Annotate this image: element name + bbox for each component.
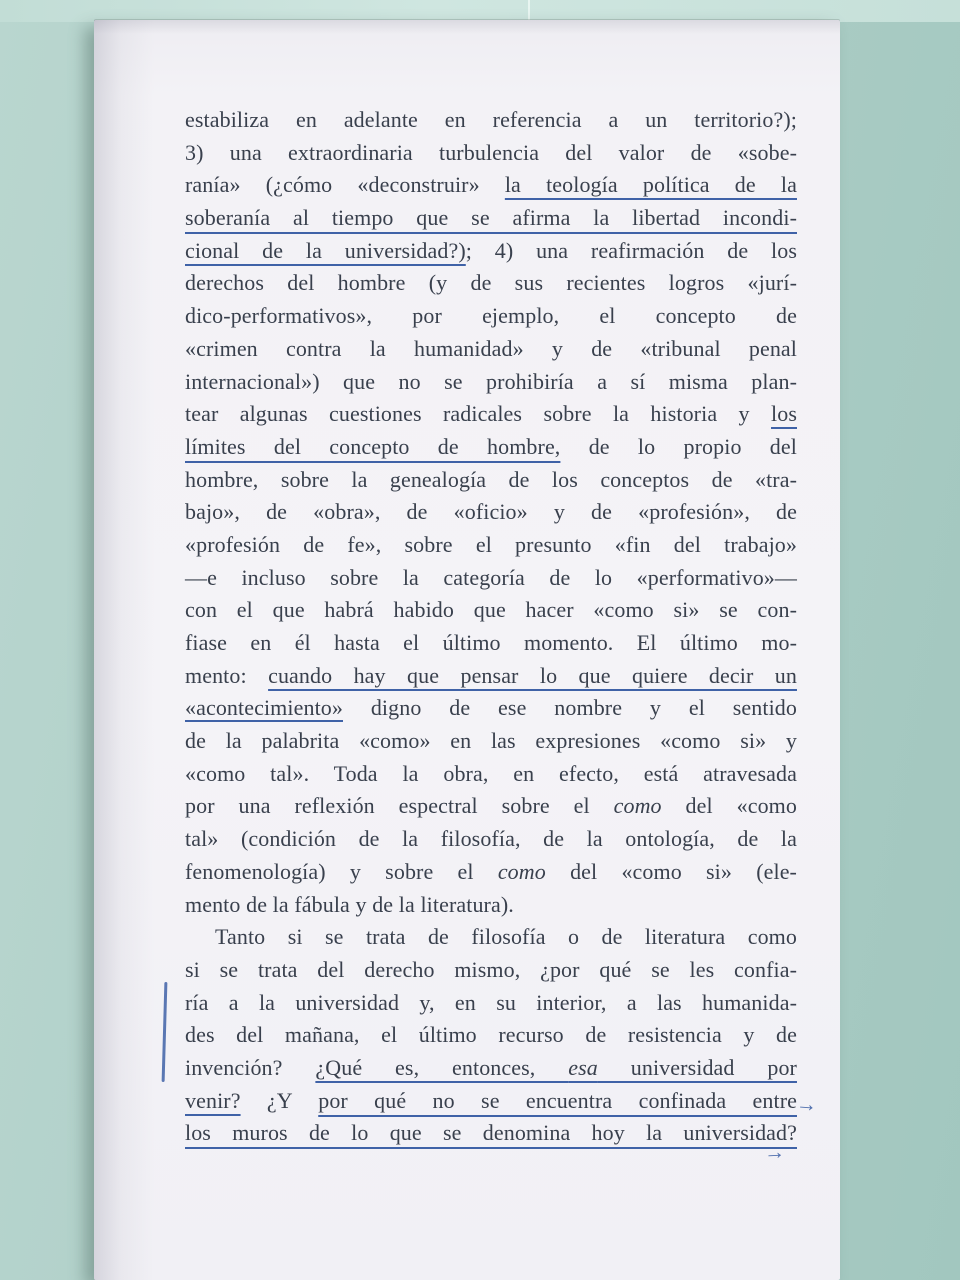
pen-underlined-text: «acontecimiento» <box>185 695 343 721</box>
pen-underlined-text: límites del concepto de hombre, <box>185 433 561 459</box>
text-line <box>185 169 797 202</box>
text-line <box>185 496 797 529</box>
text-line <box>185 235 797 268</box>
pen-underlined-text: la teología política de la <box>504 172 797 198</box>
pen-underlined-text: esa <box>568 1054 598 1080</box>
text-line <box>185 267 797 300</box>
text-segment: ¿Y <box>240 1087 319 1113</box>
text-line <box>185 692 797 725</box>
text-segment: invención? <box>185 1054 316 1080</box>
text-line <box>185 823 797 856</box>
text-segment: ; 4) una reafirmación de los <box>465 237 797 263</box>
text-segment: ranía» (¿cómo «deconstruir» <box>185 172 505 198</box>
text-segment: tal» (condición de la filosofía, de la ontología, de la <box>185 826 797 852</box>
text-segment: dico-performativos», por ejemplo, el concepto de <box>185 303 797 329</box>
book-page <box>94 20 840 1280</box>
pen-underlined-text: cional de la universidad?) <box>185 237 466 263</box>
text-segment: del «como <box>661 793 797 819</box>
pen-underlined-text: universidad por <box>597 1054 797 1080</box>
text-line <box>185 627 797 660</box>
text-line <box>185 790 797 823</box>
text-segment: fenomenología) y sobre el <box>185 858 498 884</box>
text-segment: hombre, sobre la genealogía de los conceptos de «tra- <box>185 466 797 492</box>
text-segment: tear algunas cuestiones radicales sobre la historia y <box>185 401 772 427</box>
text-line <box>185 333 797 366</box>
page-top-shading <box>94 20 840 34</box>
text-line <box>185 562 797 595</box>
text-segment: mento de la fábula y de la literatura). <box>185 891 514 917</box>
text-segment: como <box>613 793 662 819</box>
text-line <box>185 300 797 333</box>
text-segment: ría a la universidad y, en su interior, a las humanida- <box>185 989 797 1015</box>
text-segment: como <box>497 858 546 884</box>
text-segment: con el que habrá habido que hacer «como si» se con- <box>185 597 797 623</box>
pen-arrow-icon: → <box>795 1091 818 1118</box>
text-segment: de la palabrita «como» en las expresiones «como si» y <box>185 728 797 754</box>
text-line <box>185 889 797 922</box>
text-segment: digno de ese nombre y el sentido <box>343 695 797 721</box>
text-line <box>185 954 797 987</box>
text-line <box>185 464 797 497</box>
text-segment: Tanto si se trata de filosofía o de literatura como <box>215 924 797 950</box>
page-left-shading <box>94 20 154 1280</box>
text-segment: «crimen contra la humanidad» y de «tribunal penal <box>185 335 797 361</box>
text-segment: de lo propio del <box>560 433 797 459</box>
text-segment: mento: <box>185 662 269 688</box>
pen-underlined-text: por qué no se encuentra confinada entre <box>318 1087 797 1113</box>
text-segment: 3) una extraordinaria turbulencia del valor de «sobe- <box>185 139 797 165</box>
text-line <box>185 1019 797 1052</box>
text-line <box>185 725 797 758</box>
text-line <box>185 529 797 562</box>
text-line <box>185 921 797 954</box>
text-line <box>185 856 797 889</box>
pen-underlined-text: ¿Qué es, entonces, <box>315 1054 569 1080</box>
background-seam-line <box>528 0 530 21</box>
pen-arrow-icon: → <box>763 1139 786 1165</box>
text-segment: des del mañana, el último recurso de resistencia y de <box>185 1022 797 1048</box>
text-line <box>185 398 797 431</box>
pen-underlined-text: venir? <box>185 1087 241 1113</box>
text-line <box>185 660 797 693</box>
pen-underlined-text: cuando hay que pensar lo que quiere decir un <box>268 662 797 688</box>
pen-underlined-text: los <box>771 401 797 427</box>
text-line <box>185 431 797 464</box>
text-segment: derechos del hombre (y de sus recientes logros «jurí- <box>185 270 797 296</box>
text-segment: «profesión de fe», sobre el presunto «fin del trabajo» <box>185 531 797 557</box>
text-segment: por una reflexión espectral sobre el <box>185 793 614 819</box>
text-segment: «como tal». Toda la obra, en efecto, está atravesada <box>185 760 797 786</box>
text-line <box>185 758 797 791</box>
text-line <box>185 104 797 137</box>
pen-margin-line <box>162 982 168 1082</box>
text-segment: estabiliza en adelante en referencia a un territorio?); <box>185 107 797 132</box>
text-line <box>185 202 797 235</box>
text-segment: —e incluso sobre la categoría de lo «performativo»— <box>185 564 797 590</box>
text-line <box>185 1085 818 1118</box>
text-segment: fiase en él hasta el último momento. El último mo- <box>185 630 797 655</box>
text-line <box>185 1117 797 1165</box>
pen-underlined-text: soberanía al tiempo que se afirma la libertad incondi- <box>185 205 797 231</box>
page-text <box>185 104 818 1165</box>
text-line <box>185 366 797 399</box>
text-segment: si se trata del derecho mismo, ¿por qué se les confia- <box>185 956 797 982</box>
text-line <box>185 137 797 170</box>
text-line <box>185 987 797 1020</box>
text-line <box>185 594 797 627</box>
text-segment: internacional») que no se prohibiría a sí misma plan- <box>185 368 797 394</box>
text-line <box>185 1052 797 1085</box>
pen-underlined-text: los muros de lo que se denomina hoy la universidad? <box>185 1120 797 1146</box>
background-top-strip <box>0 0 960 22</box>
text-segment: del «como si» (ele- <box>545 858 797 884</box>
text-segment: bajo», de «obra», de «oficio» y de «profesión», de <box>185 499 797 525</box>
